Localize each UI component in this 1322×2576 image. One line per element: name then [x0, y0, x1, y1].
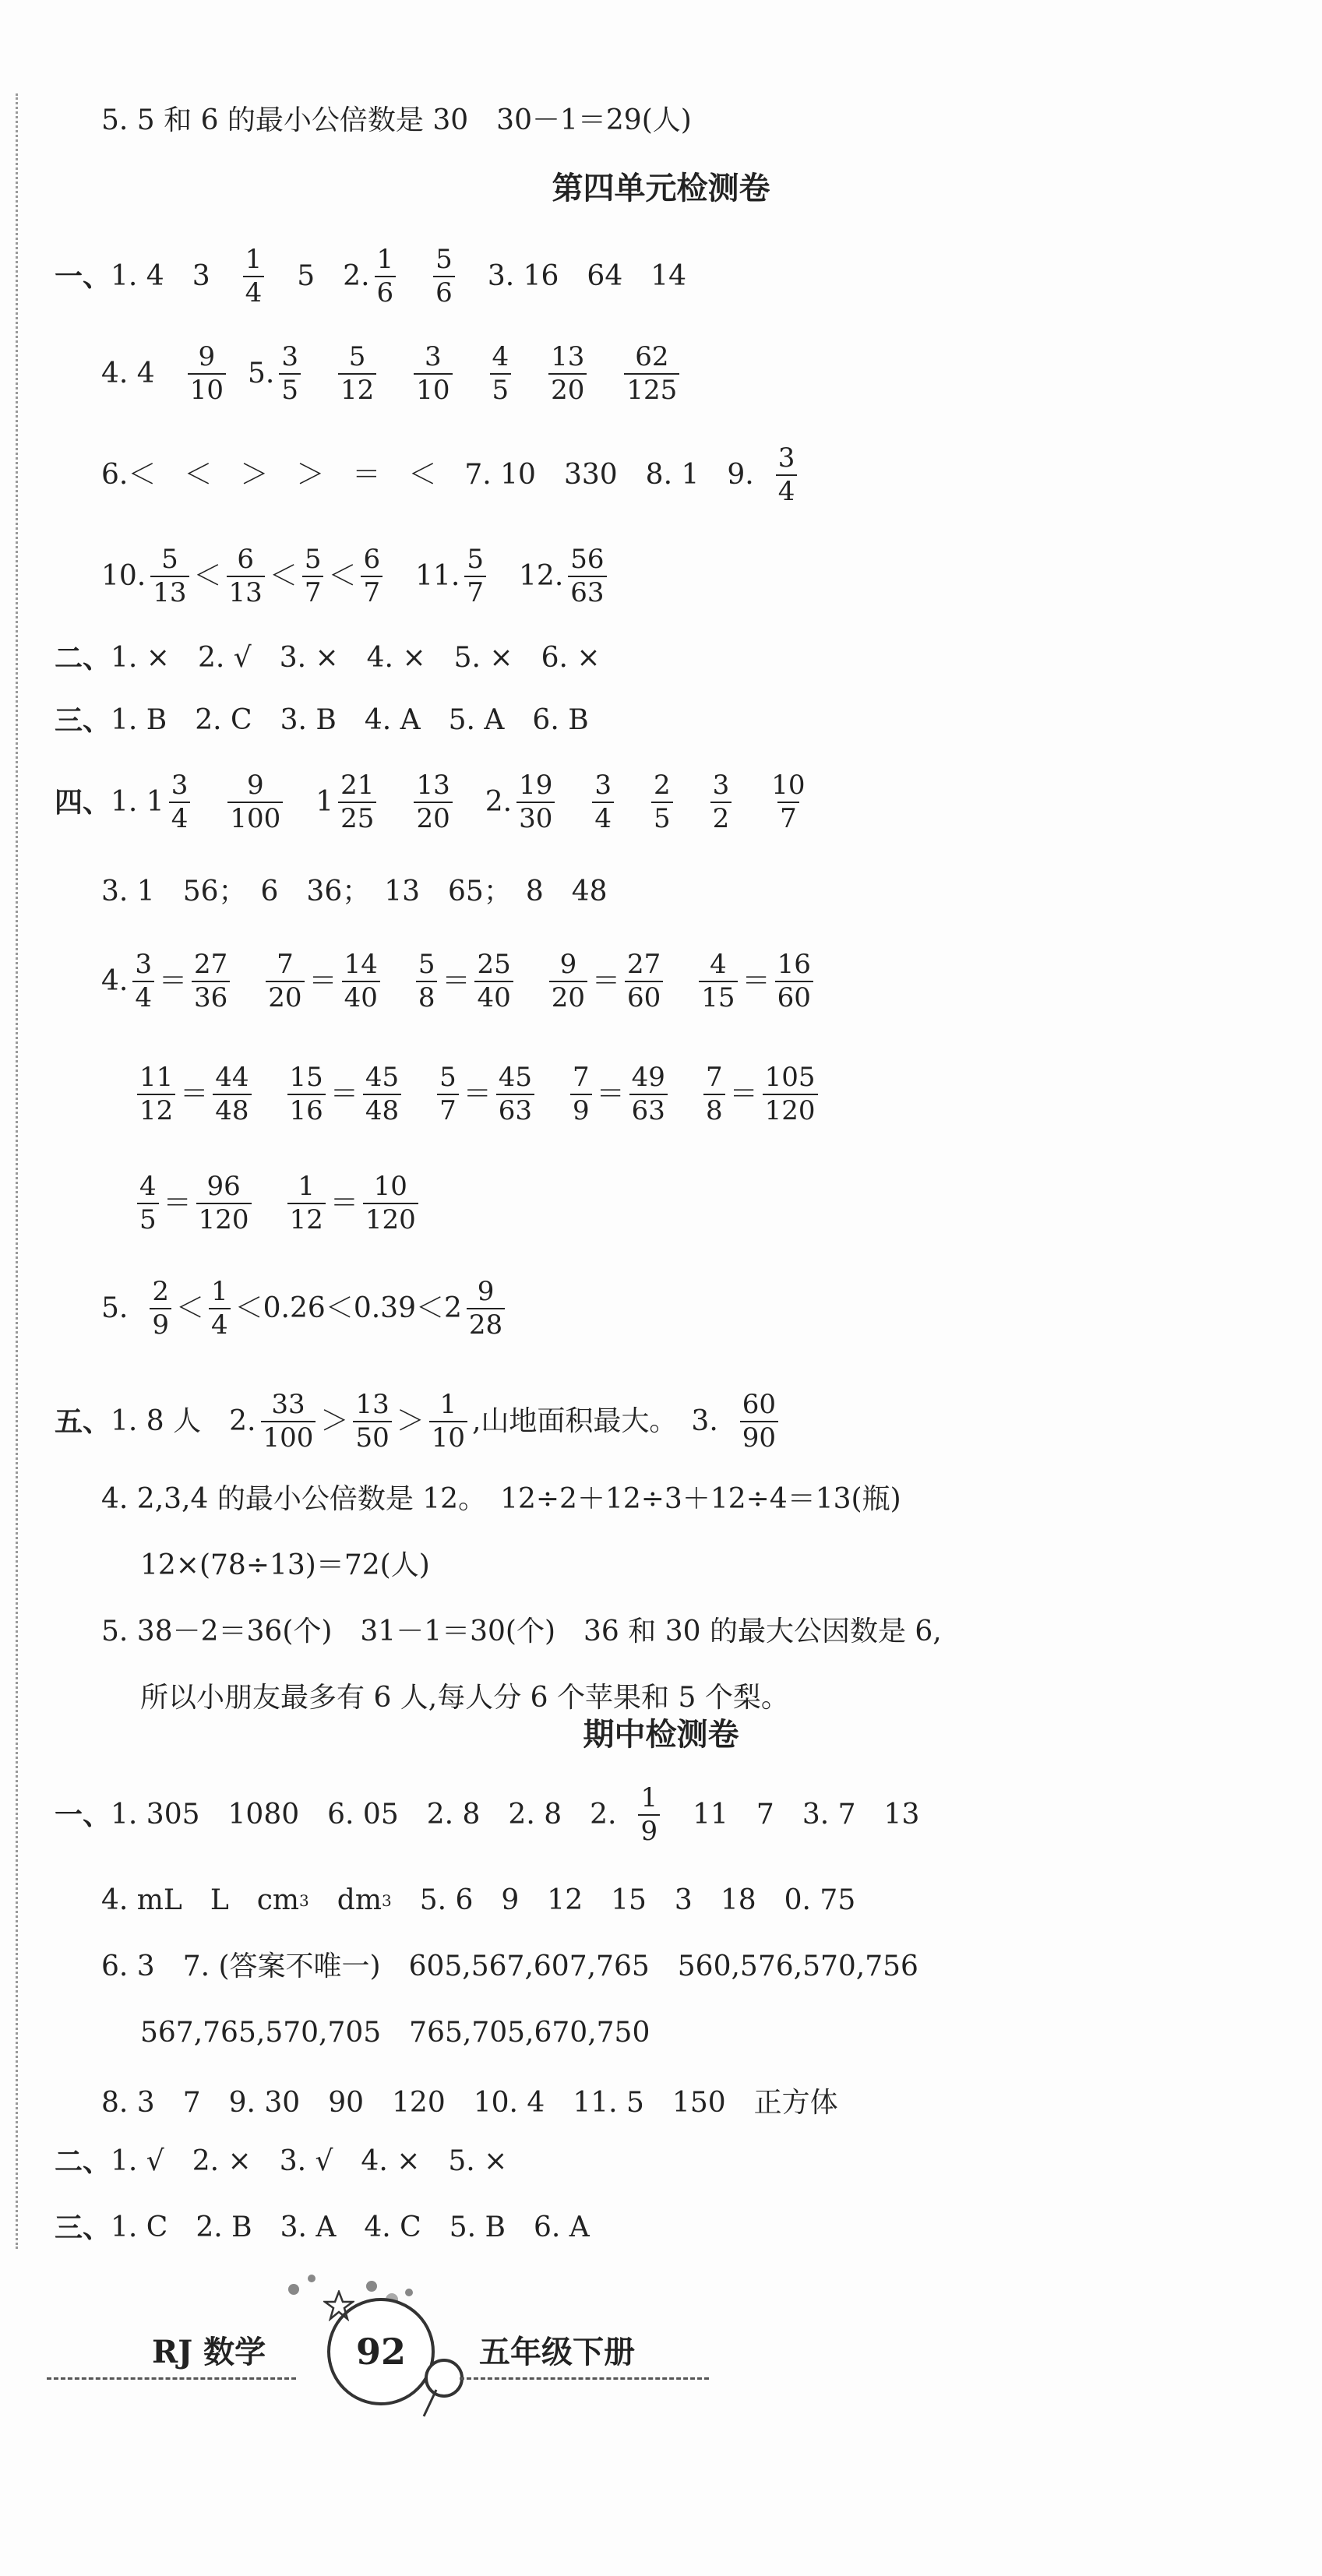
star-icon [323, 2290, 354, 2321]
answer-text: 4. [101, 965, 129, 997]
answer-text: 1 [316, 786, 334, 818]
section-title-unit4: 第四单元检测卷 [552, 171, 770, 206]
superscript: 3 [381, 1891, 392, 1910]
fraction: $\frac{7}{20}$ [266, 950, 304, 1013]
comparison-symbol: ＜ [328, 560, 357, 592]
answer-text: 5. [101, 1292, 129, 1324]
answer-text: ,山地面积最大。 3. [471, 1405, 718, 1437]
page-footer [0, 2267, 1322, 2423]
fraction: $\frac{44}{48}$ [213, 1063, 251, 1126]
decorative-stroke [421, 2388, 444, 2419]
decorative-dot [288, 2284, 299, 2295]
equals-sign: ＝ [180, 1078, 209, 1110]
fraction: $\frac{14}{40}$ [342, 950, 380, 1013]
comparison-symbol: ＜ [176, 1292, 205, 1324]
fraction: $\frac{3}{10}$ [414, 343, 452, 406]
fraction: $\frac{5}{7}$ [437, 1063, 459, 1126]
fraction: $\frac{10}{7}$ [771, 769, 806, 834]
fraction: $\frac{13}{50}$ [353, 1390, 391, 1454]
fraction: $\frac{60}{90}$ [740, 1390, 778, 1454]
answer-text: 4. 4 [101, 358, 155, 389]
fraction: $\frac{2}{5}$ [651, 771, 673, 834]
fraction: $\frac{27}{36}$ [192, 950, 230, 1013]
fraction: $\frac{7}{9}$ [570, 1063, 592, 1126]
fraction: $\frac{3}{4}$ [132, 950, 154, 1013]
fraction: $\frac{16}{60}$ [775, 950, 813, 1013]
answer-text: 567,765,570,705 765,705,670,750 [140, 2017, 650, 2049]
fraction-equation [694, 950, 818, 1013]
answer-text: 11 7 3. 7 13 [693, 1799, 920, 1831]
answer-text: 12×(78÷13)＝72(人) [140, 1549, 430, 1581]
fraction: $\frac{3}{4}$ [776, 444, 798, 507]
answer-text: 5. 5 和 6 的最小公倍数是 30 30－1＝29(人) [101, 104, 692, 136]
answer-line [0, 1760, 1322, 1869]
answer-text: dm [308, 1884, 382, 1916]
answer-text: 1. √ 2. × 3. √ 4. × 5. × [111, 2145, 508, 2177]
fraction: $\frac{62}{125}$ [624, 343, 679, 406]
answer-text: 5. 6 9 12 15 3 18 0. 75 [391, 1884, 856, 1916]
superscript: 3 [299, 1891, 309, 1910]
footer-dash-left [47, 2377, 296, 2380]
fraction: $\frac{11}{12}$ [137, 1063, 175, 1126]
answer-line [0, 2185, 1322, 2271]
fraction: $\frac{13}{20}$ [414, 771, 452, 834]
equation-group [128, 950, 844, 1013]
section-label: 五、 [55, 1405, 111, 1438]
fraction-equation [411, 950, 518, 1013]
fraction-equation [132, 1172, 256, 1235]
fraction: $\frac{56}{63}$ [568, 545, 606, 608]
equals-sign: ＝ [163, 1187, 192, 1219]
fraction: $\frac{5}{12}$ [338, 343, 376, 406]
fraction: $\frac{5}{8}$ [416, 950, 438, 1013]
fraction: $\frac{96}{120}$ [196, 1172, 252, 1235]
section-label: 四、 [55, 786, 111, 819]
fraction: $\frac{25}{40}$ [474, 950, 513, 1013]
fraction: $\frac{6}{7}$ [361, 545, 382, 608]
answer-text: 10. [101, 560, 146, 592]
fraction: $\frac{5}{7}$ [464, 545, 486, 608]
answer-text: 4. mL L cm [101, 1884, 300, 1916]
fraction: $\frac{1}{12}$ [287, 1172, 326, 1235]
equation-group [132, 1172, 449, 1235]
answer-text: 3. 1 56； 6 36； 13 65； 8 48 [101, 876, 608, 907]
section-label: 三、 [55, 704, 111, 737]
fraction: $\frac{5}{7}$ [302, 545, 324, 608]
fraction: $\frac{7}{8}$ [703, 1063, 725, 1126]
fraction: $\frac{1}{6}$ [375, 245, 397, 308]
section-label: 一、 [55, 1799, 111, 1831]
fraction: $\frac{49}{63}$ [629, 1063, 668, 1126]
answer-text: 1. B 2. C 3. B 4. A 5. A 6. B [111, 704, 589, 736]
answer-text: 1. 8 人 2. [111, 1405, 256, 1437]
fraction-equation [699, 1063, 823, 1126]
fraction-equation [283, 1172, 423, 1235]
fraction: $\frac{9}{20}$ [549, 950, 587, 1013]
fraction: $\frac{105}{120}$ [763, 1063, 818, 1126]
answer-line [0, 78, 1322, 164]
answer-line [0, 1149, 1322, 1258]
fraction-equation [432, 1063, 539, 1126]
comparison-symbol: ＞ [396, 1405, 425, 1437]
equals-sign: ＝ [330, 1078, 358, 1110]
answer-line [0, 222, 1322, 331]
equals-sign: ＝ [592, 965, 621, 997]
fraction-equation [283, 1063, 407, 1126]
fraction: $\frac{1}{4}$ [209, 1277, 231, 1341]
fraction: $\frac{5}{6}$ [433, 245, 455, 308]
decorative-dot [405, 2289, 413, 2296]
fraction: $\frac{45}{48}$ [363, 1063, 401, 1126]
equals-sign: ＝ [159, 965, 188, 997]
answer-text: 2. [485, 786, 513, 818]
equals-sign: ＝ [308, 965, 337, 997]
fraction: $\frac{15}{16}$ [287, 1063, 326, 1126]
fraction-equation [261, 950, 385, 1013]
fraction: $\frac{27}{60}$ [625, 950, 663, 1013]
section-label: 二、 [55, 642, 111, 675]
fraction: $\frac{4}{5}$ [490, 343, 512, 406]
answer-text: 1. 4 3 [111, 260, 210, 292]
equals-sign: ＝ [742, 965, 770, 997]
fraction: $\frac{9}{28}$ [467, 1277, 505, 1341]
answer-text: 6. 3 7. (答案不唯一) 605,567,607,765 560,576,570,756 [101, 1951, 918, 1982]
answer-text: 1. × 2. √ 3. × 4. × 5. × 6. × [111, 642, 601, 674]
fraction: $\frac{19}{30}$ [516, 771, 555, 834]
answer-line [0, 849, 1322, 935]
equals-sign: ＝ [442, 965, 471, 997]
answer-text: 5. 38－2＝36(个) 31－1＝30(个) 36 和 30 的最大公因数是 6, [101, 1616, 942, 1647]
comparison-symbol: ＜ [269, 560, 298, 592]
fraction-equation [132, 1063, 256, 1126]
answer-text: 4. 2,3,4 的最小公倍数是 12。 12÷2＋12÷3＋12÷4＝13(瓶) [101, 1483, 901, 1515]
fraction: $\frac{33}{100}$ [261, 1390, 316, 1454]
decorative-dot [366, 2281, 377, 2292]
footer-subject: RJ 数学 [152, 2334, 266, 2370]
equals-sign: ＝ [330, 1187, 358, 1219]
answer-text: 5. [247, 358, 275, 389]
fraction: $\frac{4}{5}$ [137, 1172, 159, 1235]
fraction: $\frac{5}{13}$ [150, 545, 189, 608]
section-label: 二、 [55, 2145, 111, 2178]
page-number: 92 [355, 2331, 406, 2373]
answer-text: 3. 16 64 14 [487, 260, 687, 292]
equals-sign: ＝ [463, 1078, 492, 1110]
answer-line [0, 522, 1322, 631]
equation-group [132, 1063, 849, 1126]
fraction: $\frac{1}{4}$ [243, 245, 265, 308]
fraction: $\frac{3}{2}$ [710, 771, 732, 834]
answer-text: 6.＜ ＜ ＞ ＞ ＝ ＜ 7. 10 330 8. 1 9. [101, 459, 754, 491]
section-label: 三、 [55, 2211, 111, 2244]
decorative-dot [308, 2275, 316, 2282]
answer-line [0, 748, 1322, 857]
fraction: $\frac{9}{100}$ [227, 771, 283, 834]
fraction: $\frac{6}{13}$ [227, 545, 265, 608]
fraction: $\frac{10}{120}$ [363, 1172, 418, 1235]
answer-text: 1. 1 [111, 786, 164, 818]
equals-sign: ＝ [729, 1078, 758, 1110]
footer-grade: 五年级下册 [479, 2334, 635, 2370]
answer-text: 12. [519, 560, 564, 592]
fraction: $\frac{3}{4}$ [169, 771, 191, 834]
fraction: $\frac{3}{4}$ [592, 771, 614, 834]
fraction-equation [566, 1063, 672, 1126]
fraction-equation [128, 950, 234, 1013]
equals-sign: ＝ [596, 1078, 625, 1110]
fraction: $\frac{3}{5}$ [279, 343, 301, 406]
fraction: $\frac{1}{10}$ [429, 1390, 467, 1454]
section-label: 一、 [55, 260, 111, 293]
answer-text: 所以小朋友最多有 6 人,每人分 6 个苹果和 5 个梨。 [140, 1682, 789, 1714]
answer-line [0, 319, 1322, 428]
fraction-equation [545, 950, 668, 1013]
answer-text: 8. 3 7 9. 30 90 120 10. 4 11. 5 150 正方体 [101, 2087, 838, 2119]
section-title-midterm: 期中检测卷 [583, 1717, 739, 1753]
footer-dash-right [460, 2377, 709, 2380]
fraction: $\frac{21}{25}$ [338, 771, 376, 834]
fraction: $\frac{2}{9}$ [150, 1277, 171, 1341]
fraction: $\frac{13}{20}$ [548, 343, 587, 406]
answer-text: 11. [415, 560, 460, 592]
answer-line [0, 1254, 1322, 1363]
answer-line [0, 927, 1322, 1036]
fraction: $\frac{45}{63}$ [496, 1063, 534, 1126]
comparison-symbol: ＜ [193, 560, 222, 592]
answer-line [0, 1040, 1322, 1149]
answer-line [0, 421, 1322, 530]
answer-text: 5 2. [297, 260, 370, 292]
fraction: $\frac{9}{10}$ [188, 343, 226, 406]
answer-text: ＜0.26＜0.39＜2 [234, 1292, 462, 1324]
answer-text: 1. 305 1080 6. 05 2. 8 2. 8 2. [111, 1799, 617, 1831]
answer-text: 1. C 2. B 3. A 4. C 5. B 6. A [111, 2211, 590, 2243]
comparison-symbol: ＞ [320, 1405, 349, 1437]
fraction: $\frac{4}{15}$ [699, 950, 737, 1013]
fraction: $\frac{1}{9}$ [638, 1784, 660, 1847]
